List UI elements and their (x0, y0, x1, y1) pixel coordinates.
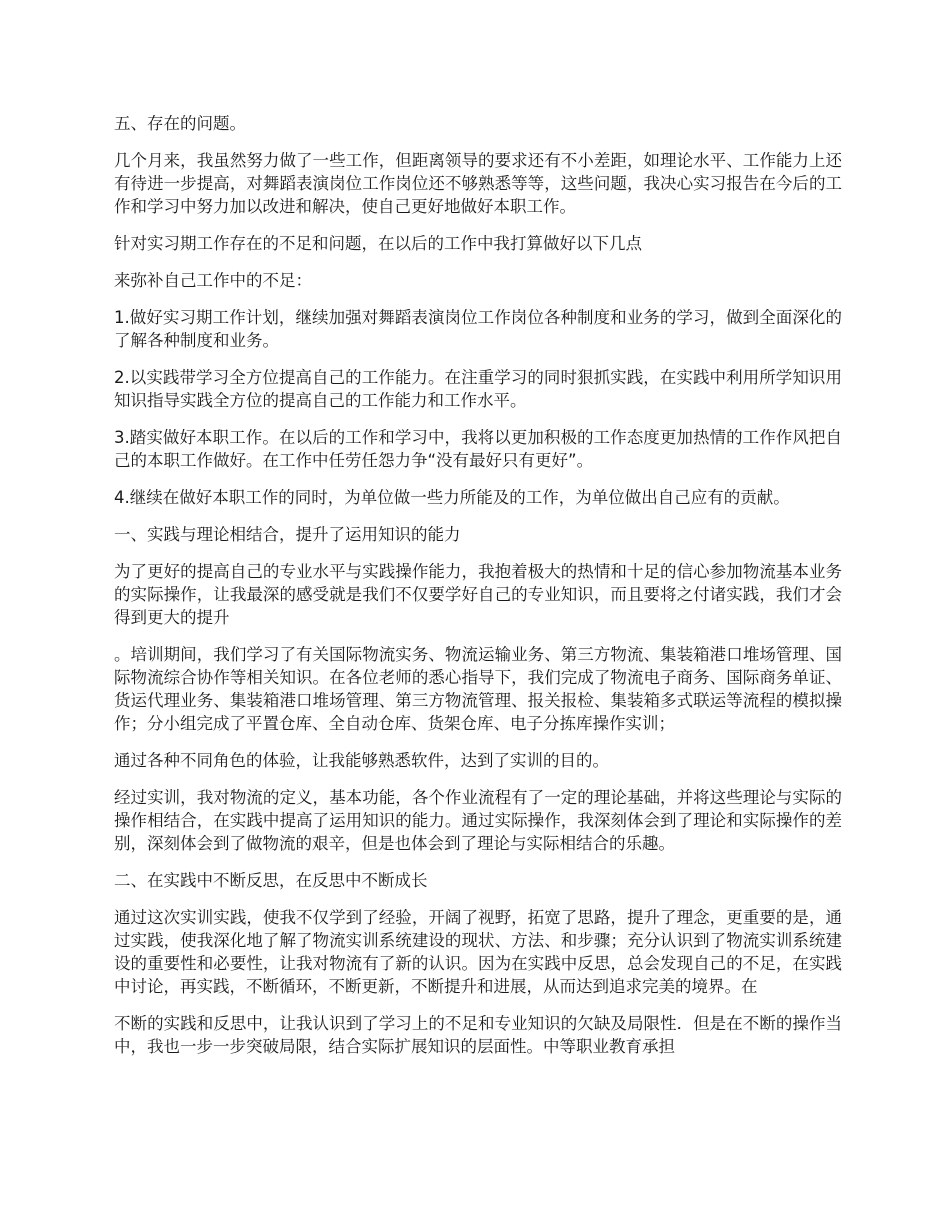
section-heading-reflection: 二、在实践中不断反思，在反思中不断成长 (114, 871, 428, 890)
paragraph: 。培训期间，我们学习了有关国际物流实务、物流运输业务、第三方物流、集装箱港口堆场管理、国际物流综合协作等相关知识。在各位老师的悉心指导下，我们完成了物流电子商务、国际商务单证、货运代理业务、集装箱港口堆场管理、第三方物流管理、报关报检、集装箱多式联运等流程的模拟操作；分小组完成了平置仓库、全自动仓库、货架仓库、电子分拣库操作实训； (114, 645, 842, 733)
paragraph: 通过这次实训实践，使我不仅学到了经验，开阔了视野，拓宽了思路，提升了理念，更重要的是，通过实践，使我深化地了解了物流实训系统建设的现状、方法、和步骤；充分认识到了物流实训系统建设的重要性和必要性，让我对物流有了新的认识。因为在实践中反思，总会发现自己的不足，在实践中讨论，再实践，不断循环，不断更新，不断提升和进展，从而达到追求完美的境界。在 (114, 908, 842, 996)
section-heading-problems: 五、存在的问题。 (114, 114, 246, 133)
paragraph: 通过各种不同角色的体验，让我能够熟悉软件，达到了实训的目的。 (114, 751, 609, 770)
paragraph: 为了更好的提高自己的专业水平与实践操作能力，我抱着极大的热情和十足的信心参加物流基本业务的实际操作，让我最深的感受就是我们不仅要学好自己的专业知识，而且要将之付诸实践，我们才会得到更大的提升 (114, 562, 842, 627)
paragraph: 来弥补自己工作中的不足： (114, 271, 312, 290)
document-body (114, 112, 842, 1072)
list-item: 4.继续在做好本职工作的同时，为单位做一些力所能及的工作，为单位做出自己应有的贡献。 (114, 488, 790, 507)
paragraph: 几个月来，我虽然努力做了一些工作，但距离领导的要求还有不小差距，如理论水平、工作能力上还有待进一步提高，对舞蹈表演岗位工作岗位还不够熟悉等等，这些问题，我决心实习报告在今后的工作和学习中努力加以改进和解决，使自己更好地做好本职工作。 (114, 151, 842, 216)
list-item: 3.踏实做好本职工作。在以后的工作和学习中，我将以更加积极的工作态度更加热情的工作作风把自己的本职工作做好。在工作中任劳任怨力争“没有最好只有更好”。 (114, 428, 842, 470)
section-heading-practice-theory: 一、实践与理论相结合，提升了运用知识的能力 (114, 525, 461, 544)
list-item: 1.做好实习期工作计划，继续加强对舞蹈表演岗位工作岗位各种制度和业务的学习，做到全面深化的了解各种制度和业务。 (114, 308, 842, 350)
paragraph: 针对实习期工作存在的不足和问题，在以后的工作中我打算做好以下几点 (114, 234, 642, 253)
paragraph: 经过实训，我对物流的定义，基本功能，各个作业流程有了一定的理论基础，并将这些理论与实际的操作相结合，在实践中提高了运用知识的能力。通过实际操作，我深刻体会到了理论和实际操作的差别，深刻体会到了做物流的艰辛，但是也体会到了理论与实际相结合的乐趣。 (114, 788, 842, 853)
list-item: 2.以实践带学习全方位提高自己的工作能力。在注重学习的同时狠抓实践，在实践中利用所学知识用知识指导实践全方位的提高自己的工作能力和工作水平。 (114, 368, 842, 410)
paragraph: 不断的实践和反思中，让我认识到了学习上的不足和专业知识的欠缺及局限性．但是在不断的操作当中，我也一步一步突破局限，结合实际扩展知识的层面性。中等职业教育承担 (114, 1014, 842, 1056)
